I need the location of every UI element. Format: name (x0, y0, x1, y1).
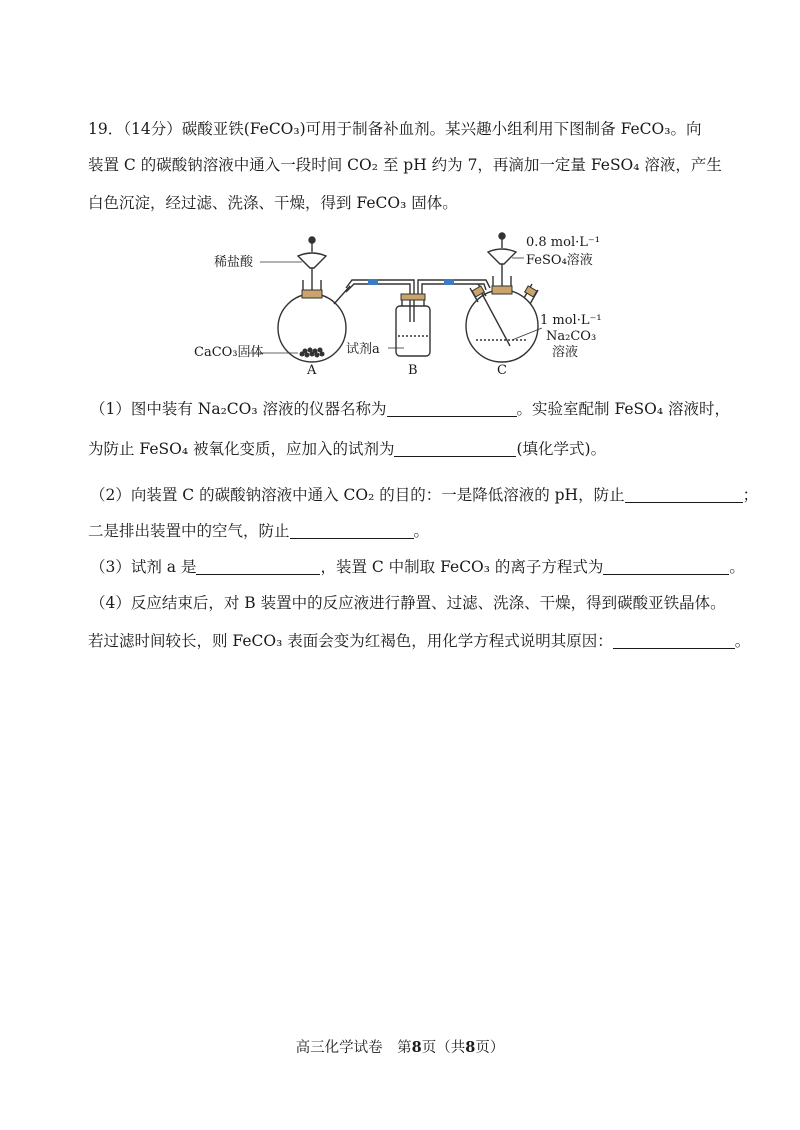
footer-text-post: 页） (475, 1040, 505, 1056)
q2-line1-pre: （2）向装置 C 的碳酸钠溶液中通入 CO₂ 的目的：一是降低溶液的 pH，防止 (90, 486, 625, 504)
q3-pre: （3）试剂 a 是 (90, 558, 197, 576)
label-feso4: FeSO₄溶液 (526, 253, 593, 268)
q1-line2-post: (填化学式)。 (516, 440, 607, 458)
q1-line1-pre: （1）图中装有 Na₂CO₃ 溶液的仪器名称为 (90, 400, 387, 418)
bottle-b (396, 306, 430, 356)
label-na2co3: Na₂CO₃ (546, 329, 597, 344)
label-na2co3-conc: 1 mol·L⁻¹ (540, 313, 602, 328)
q2-line2-pre: 二是排出装置中的空气，防止 (88, 522, 290, 540)
q1-line1-post: 。实验室配制 FeSO₄ 溶液时， (516, 400, 730, 418)
funnel-a (298, 253, 326, 268)
label-reagent-a: 试剂a (346, 342, 380, 357)
label-hcl: 稀盐酸 (214, 255, 254, 270)
question-intro-line-2: 装置 C 的碳酸钠溶液中通入一段时间 CO₂ 至 pH 约为 7，再滴加一定量 FeSO₄ 溶液，产生 (88, 156, 722, 174)
q1-blank-1[interactable] (387, 400, 517, 417)
q2-line1-post: ； (742, 486, 759, 504)
q1-line2-pre: 为防止 FeSO₄ 被氧化变质，应加入的试剂为 (88, 440, 395, 458)
funnel-c (488, 249, 516, 264)
q4-line-2 (88, 630, 750, 652)
q4-line2-post: 。 (734, 632, 751, 650)
q1-line-2 (88, 438, 606, 460)
label-c: C (497, 363, 507, 376)
tube-a-b (346, 280, 414, 322)
q3-post: 。 (729, 558, 745, 576)
footer-text-pre: 高三化学试卷 第 (295, 1040, 412, 1056)
q1-line-1 (90, 398, 730, 420)
q3-line (90, 556, 745, 578)
label-feso4-conc: 0.8 mol·L⁻¹ (526, 235, 600, 250)
q1-blank-2[interactable] (394, 440, 516, 457)
question-intro-line-3: 白色沉淀，经过滤、洗涤、干燥，得到 FeCO₃ 固体。 (88, 194, 458, 212)
q2-line2-post: 。 (413, 522, 430, 540)
q2-blank-2[interactable] (290, 522, 414, 539)
q4-line2-pre: 若过滤时间较长，则 FeCO₃ 表面会变为红褐色，用化学方程式说明其原因： (88, 632, 613, 650)
q4-blank[interactable] (613, 632, 735, 649)
footer-text-mid: 页（共 (421, 1040, 466, 1056)
q2-blank-1[interactable] (625, 486, 743, 503)
footer-total-pages: 8 (465, 1039, 476, 1056)
label-caco3: CaCO₃固体 (194, 345, 264, 360)
q2-line-2 (88, 520, 429, 542)
page-footer (0, 1036, 800, 1057)
question-intro-line-1: 19．（14分）碳酸亚铁(FeCO₃)可用于制备补血剂。某兴趣小组利用下图制备 FeCO₃。向 (88, 120, 702, 138)
q3-blank-1[interactable] (196, 558, 320, 575)
flask-a-side-arm (334, 286, 350, 304)
gas-inlet-tube (480, 290, 510, 346)
footer-page-number: 8 (411, 1039, 422, 1056)
apparatus-diagram (190, 228, 610, 376)
q3-mid: ，装置 C 中制取 FeCO₃ 的离子方程式为 (320, 558, 604, 576)
q4-line-1: （4）反应结束后，对 B 装置中的反应液进行静置、过滤、洗涤、干燥，得到碳酸亚铁晶体。 (90, 594, 726, 612)
label-a: A (307, 363, 317, 376)
q3-blank-2[interactable] (603, 558, 729, 575)
label-na2co3-solution: 溶液 (552, 345, 579, 360)
label-b: B (408, 363, 418, 376)
q2-line-1 (90, 484, 758, 506)
